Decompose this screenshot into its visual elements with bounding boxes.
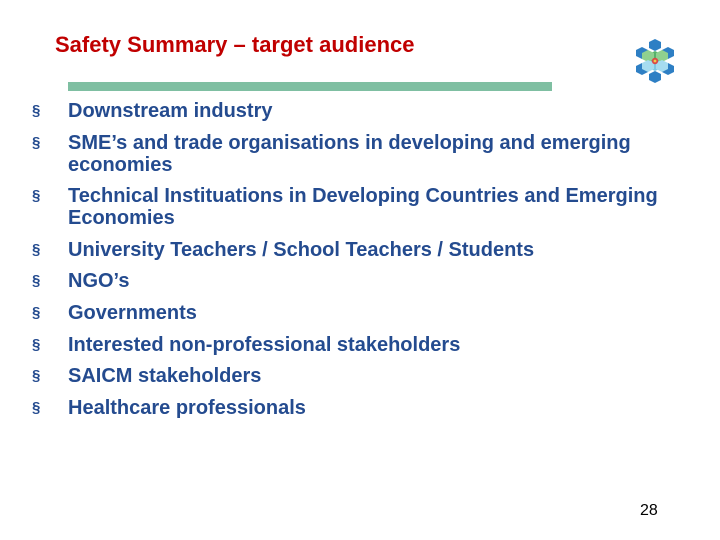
bullet-item bbox=[32, 334, 692, 356]
bullet-marker-icon: § bbox=[32, 187, 41, 205]
bullet-item bbox=[32, 132, 692, 176]
slide-title: Safety Summary – target audience bbox=[55, 32, 415, 57]
bullet-item bbox=[32, 302, 692, 324]
bullet-text: NGO’s bbox=[68, 270, 130, 293]
bullet-list bbox=[32, 100, 692, 428]
bullet-marker-icon: § bbox=[32, 240, 41, 258]
bullet-item bbox=[32, 185, 692, 229]
title-underline bbox=[68, 82, 552, 91]
bullet-item bbox=[32, 365, 692, 387]
bullet-item bbox=[32, 239, 692, 261]
bullet-text: Technical Instituations in Developing Countries and Emerging Economies bbox=[68, 185, 658, 230]
bullet-marker-icon: § bbox=[32, 272, 41, 290]
bullet-marker-icon: § bbox=[32, 303, 41, 321]
bullet-text: Downstream industry bbox=[68, 100, 273, 122]
hexagon-flower-logo-icon bbox=[628, 36, 682, 86]
bullet-text: Healthcare professionals bbox=[68, 396, 306, 419]
bullet-marker-icon: § bbox=[32, 335, 41, 353]
bullet-item bbox=[32, 397, 692, 419]
bullet-text: SME’s and trade organisations in developing and emerging economies bbox=[68, 131, 631, 176]
bullet-marker-icon: § bbox=[32, 133, 41, 151]
bullet-marker-icon: § bbox=[32, 102, 41, 119]
bullet-marker-icon: § bbox=[32, 398, 41, 416]
bullet-text: SAICM stakeholders bbox=[68, 365, 262, 388]
bullet-item bbox=[32, 100, 692, 122]
bullet-marker-icon: § bbox=[32, 367, 41, 385]
bullet-text: Interested non-professional stakeholders bbox=[68, 333, 461, 356]
bullet-text: Governments bbox=[68, 301, 197, 324]
bullet-item bbox=[32, 270, 692, 292]
page-number: 28 bbox=[640, 502, 658, 519]
bullet-text: University Teachers / School Teachers / Students bbox=[68, 238, 535, 261]
